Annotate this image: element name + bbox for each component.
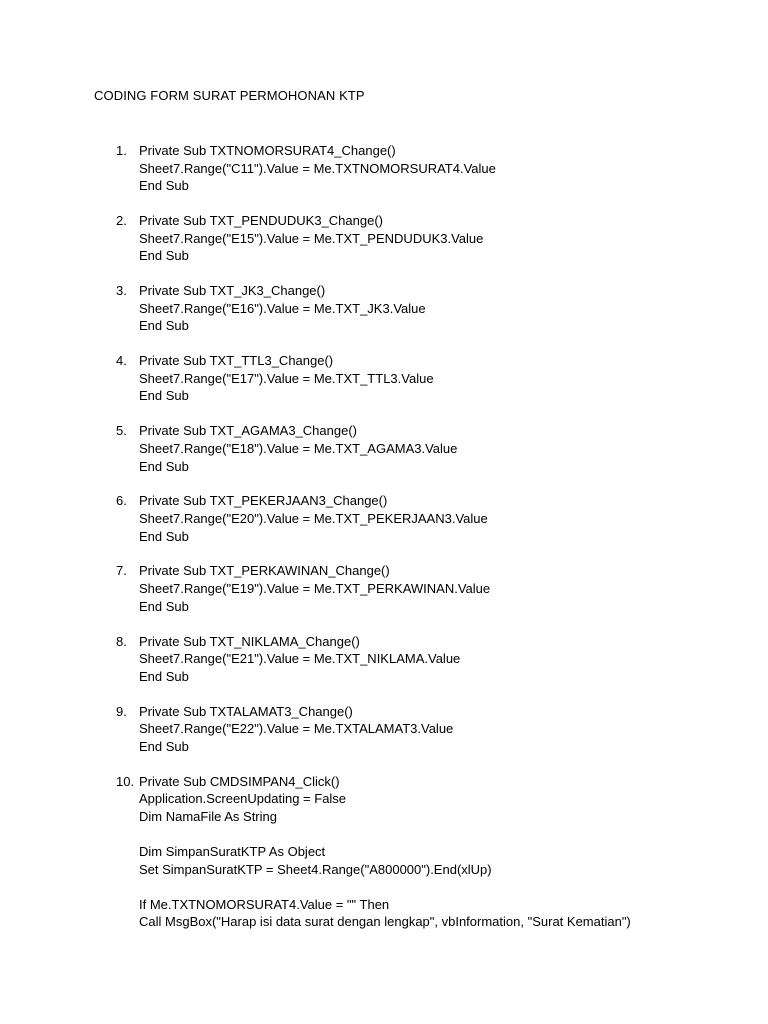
code-line: Private Sub TXT_TTL3_Change(): [139, 353, 334, 369]
code-block: [139, 633, 768, 686]
code-line: Private Sub CMDSIMPAN4_Click(): [139, 773, 340, 789]
blank-line: [139, 825, 768, 843]
code-line: Call MsgBox("Harap isi data surat dengan lengkap", vbInformation, "Surat Kematian"): [139, 914, 631, 930]
list-item: [0, 142, 768, 195]
code-line: Dim SimpanSuratKTP As Object: [139, 844, 326, 860]
list-item: [0, 352, 768, 405]
code-block: [139, 142, 768, 195]
code-line: Sheet7.Range("E19").Value = Me.TXT_PERKAWINAN.Value: [139, 581, 491, 597]
code-line: Dim NamaFile As String: [139, 808, 277, 824]
code-block: [139, 352, 768, 405]
code-line: End Sub: [139, 388, 189, 404]
code-line: Private Sub TXT_PEKERJAAN3_Change(): [139, 493, 388, 509]
code-line: Sheet7.Range("E16").Value = Me.TXT_JK3.Value: [139, 300, 426, 316]
item-number: 5.: [116, 423, 127, 439]
code-line: End Sub: [139, 528, 189, 544]
code-line: Private Sub TXT_PERKAWINAN_Change(): [139, 563, 390, 579]
list-item: [0, 282, 768, 335]
code-block: [139, 282, 768, 335]
blank-line: [139, 878, 768, 896]
code-line: End Sub: [139, 598, 189, 614]
code-line: End Sub: [139, 248, 189, 264]
item-number: 4.: [116, 353, 127, 369]
code-line: Sheet7.Range("E22").Value = Me.TXTALAMAT3.Value: [139, 721, 454, 737]
item-number: 7.: [116, 563, 127, 579]
code-line: Set SimpanSuratKTP = Sheet4.Range("A800000").End(xlUp): [139, 861, 492, 877]
code-line: End Sub: [139, 668, 189, 684]
item-number: 2.: [116, 213, 127, 229]
code-line: Application.ScreenUpdating = False: [139, 791, 347, 807]
list-item: [0, 492, 768, 545]
code-block: [139, 422, 768, 475]
item-number: 9.: [116, 703, 127, 719]
item-number: 1.: [116, 143, 127, 158]
document-title: CODING FORM SURAT PERMOHONAN KTP: [94, 88, 365, 103]
list-item: [0, 703, 768, 756]
code-line: Private Sub TXTNOMORSURAT4_Change(): [139, 143, 396, 158]
list-item: [0, 422, 768, 475]
list-item: [0, 562, 768, 615]
item-number: 6.: [116, 493, 127, 509]
code-line: Sheet7.Range("E20").Value = Me.TXT_PEKERJAAN3.Value: [139, 510, 488, 526]
code-line: Sheet7.Range("E17").Value = Me.TXT_TTL3.Value: [139, 370, 434, 386]
code-line: Private Sub TXT_NIKLAMA_Change(): [139, 633, 360, 649]
code-line: End Sub: [139, 178, 189, 194]
code-line: End Sub: [139, 738, 189, 754]
code-block: [139, 703, 768, 756]
code-line: Sheet7.Range("E21").Value = Me.TXT_NIKLAMA.Value: [139, 651, 461, 667]
code-block: [139, 492, 768, 545]
code-line: End Sub: [139, 318, 189, 334]
code-block: [139, 773, 768, 931]
code-block: [139, 212, 768, 265]
code-block: [139, 562, 768, 615]
code-line: Private Sub TXT_JK3_Change(): [139, 283, 326, 299]
item-number: 10.: [116, 773, 135, 789]
item-number: 3.: [116, 283, 127, 299]
code-line: Sheet7.Range("E15").Value = Me.TXT_PENDUDUK3.Value: [139, 230, 484, 246]
code-line: Private Sub TXT_PENDUDUK3_Change(): [139, 213, 383, 229]
code-line: Sheet7.Range("E18").Value = Me.TXT_AGAMA3.Value: [139, 440, 458, 456]
code-line: Private Sub TXTALAMAT3_Change(): [139, 703, 353, 719]
code-line: Sheet7.Range("C11").Value = Me.TXTNOMORSURAT4.Value: [139, 160, 496, 176]
item-number: 8.: [116, 633, 127, 649]
list-item: [0, 773, 768, 931]
code-list: [0, 142, 768, 948]
list-item: [0, 633, 768, 686]
code-line: If Me.TXTNOMORSURAT4.Value = "" Then: [139, 896, 390, 912]
code-line: End Sub: [139, 458, 189, 474]
list-item: [0, 212, 768, 265]
code-line: Private Sub TXT_AGAMA3_Change(): [139, 423, 357, 439]
